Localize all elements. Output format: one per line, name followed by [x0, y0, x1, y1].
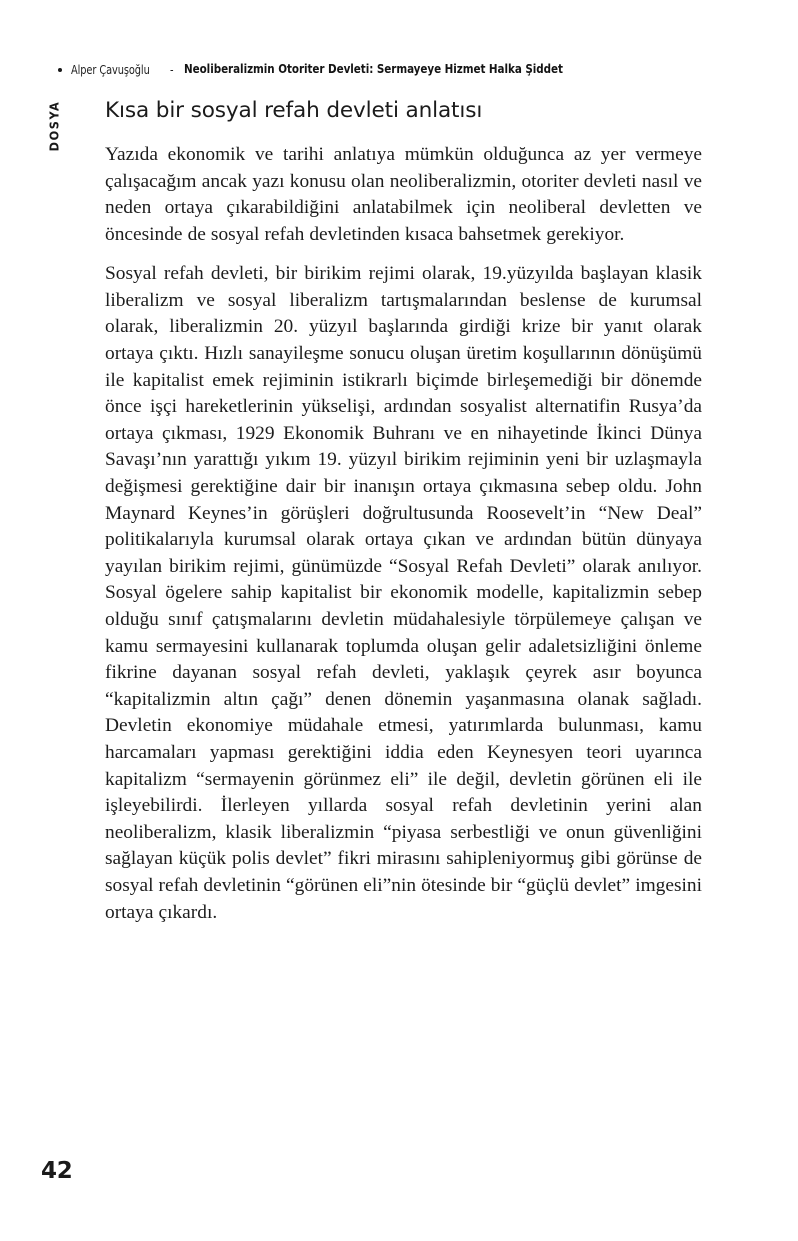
- article-text-column: [105, 98, 702, 926]
- running-head: [58, 62, 718, 77]
- body-paragraph-2: Sosyal refah devleti, bir birikim rejimi olarak, 19.yüzyılda başlayan klasik liberalizm ve sosyal liberalizm tartışmalarından beslense de kurumsal olarak, liberalizmin 20. yüzyıl başlarında girdiği krize bir yanıt olarak ortaya çıktı. Hızlı sanayileşme sonucu oluşan üretim koşullarının dönüşümü ile kapitalist emek rejiminin istikrarlı biçimde birleşemediği bir dönemde önce işçi hareketlerinin yükselişi, ardından sosyalist alternatifin Rusya’da ortaya çıkması, 1929 Ekonomik Buhranı ve en nihayetinde İkinci Dünya Savaşı’nın yarattığı yıkım 19. yüzyıl birikim rejiminin yeni bir uzlaşmayla değişmesi gerektiğine dair bir inanışın ortaya çıkmasına sebep oldu. John Maynard Keynes’in görüşleri doğrultusunda Roosevelt’in “New Deal” politikalarıyla kurumsal olarak ortaya çıkan ve ardından bütün dünyaya yayılan birikim rejimi, günümüzde “Sosyal Refah Devleti” olarak anılıyor. Sosyal ögelere sahip kapitalist bir ekonomik modelle, kapitalizmin sebep olduğu sınıf çatışmalarını devletin müdahalesiyle törpülemeye çalışan ve kamu sermayesini kullanarak toplumda oluşan gelir adaletsizliğini önleme fikrine dayanan sosyal refah devleti, yaklaşık çeyrek asır boyunca “kapitalizmin altın çağı” denen dönemin yaşanmasına olanak sağladı. Devletin ekonomiye müdahale etmesi, yatırımlarda bulunması, kamu harcamaları yapması gerektiğini iddia eden Keynesyen teori uyarınca kapitalizm “sermayenin görünmez eli” ile değil, devletin görünen eli ile işleyebilirdi. İlerleyen yıllarda sosyal refah devletinin yerini alan neoliberalizm, klasik liberalizmin “piyasa serbestliği ve onun güvenliğini sağlayan küçük polis devlet” fikri mirasını sahipleniyormuş gibi görünse de sosyal refah devletinin “görünen eli”nin ötesinde bir “güçlü devlet” imgesini ortaya çıkardı.: [105, 263, 702, 923]
- page-number: 42: [41, 1158, 73, 1184]
- running-head-author: Alper Çavuşoğlu: [71, 62, 150, 77]
- bullet-icon: [58, 68, 62, 72]
- section-tab-label: DOSYA: [46, 100, 62, 152]
- section-tab: [40, 86, 68, 166]
- article-heading: Kısa bir sosyal refah devleti anlatısı: [105, 98, 483, 123]
- running-head-title: Neoliberalizmin Otoriter Devleti: Sermayeye Hizmet Halka Şiddet: [184, 62, 564, 77]
- body-paragraph-1: Yazıda ekonomik ve tarihi anlatıya mümkün olduğunca az yer vermeye çalışacağım ancak yazı konusu olan neoliberalizmin, otoriter devleti nasıl ve neden ortaya çıkarabildiğini anlatabilmek için neoliberal devletten ve öncesinde de sosyal refah devletinden kısaca bahsetmek gerekiyor.: [105, 143, 702, 245]
- running-head-separator: -: [170, 62, 174, 77]
